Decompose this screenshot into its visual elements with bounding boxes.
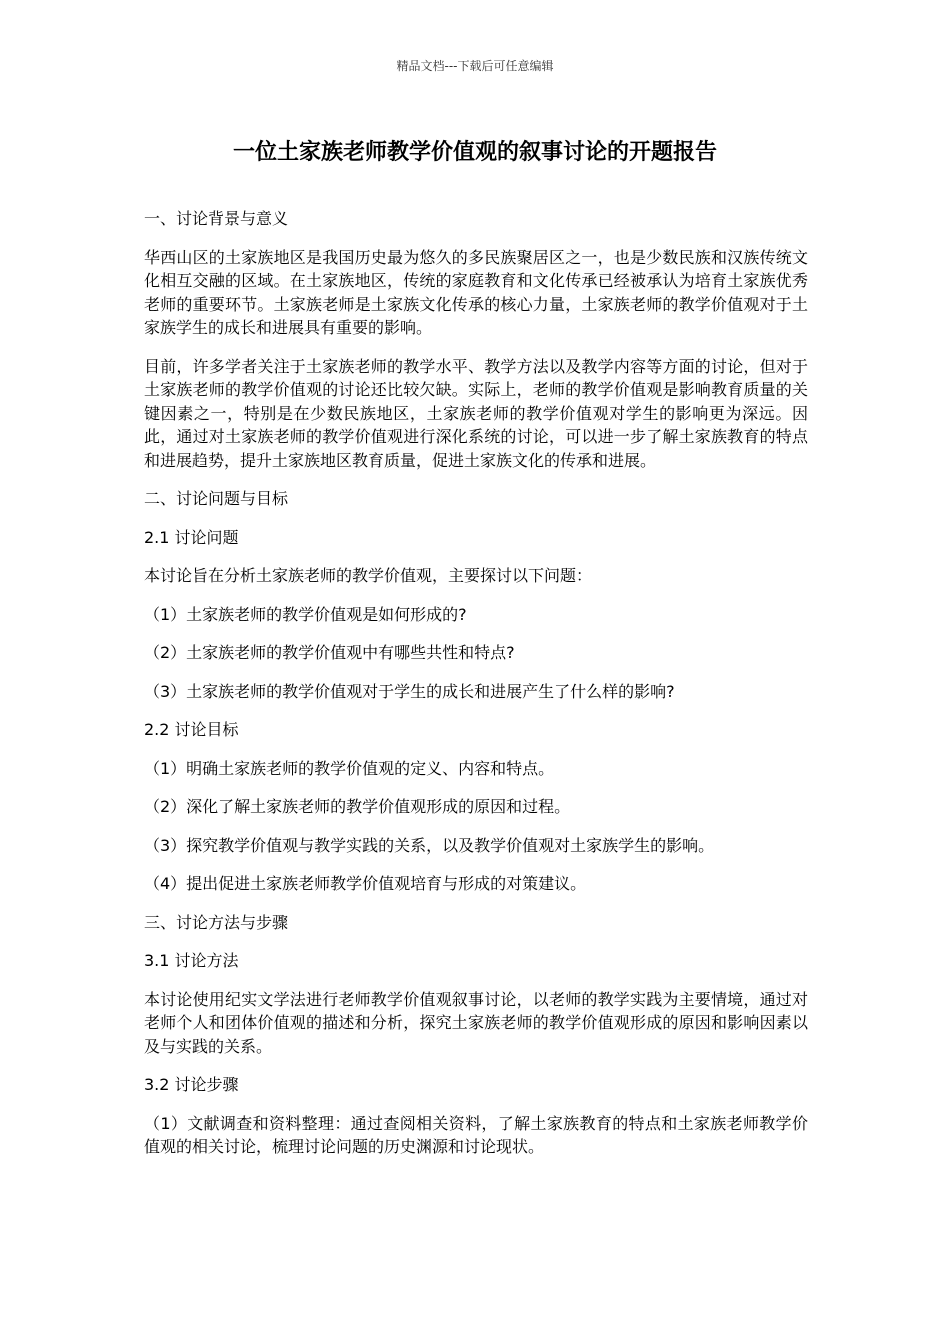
- list-item: （1）土家族老师的教学价值观是如何形成的?: [144, 604, 467, 624]
- subsection-heading: 2.1 讨论问题: [144, 527, 239, 547]
- list-item: （2）深化了解土家族老师的教学价值观形成的原因和过程。: [144, 797, 571, 816]
- page-header: 精品文档---下载后可任意编辑: [396, 59, 554, 73]
- section-heading: 三、讨论方法与步骤: [144, 912, 289, 932]
- section-heading: 二、讨论问题与目标: [144, 489, 289, 508]
- list-item: （1）明确土家族老师的教学价值观的定义、内容和特点。: [144, 758, 555, 778]
- paragraph: 华西山区的土家族地区是我国历史最为悠久的多民族聚居区之一，也是少数民族和汉族传统文化相互交融的区域。在土家族地区，传统的家庭教育和文化传承已经被承认为培育土家族优秀老师的重要环节。土家族老师是土家族文化传承的核心力量，土家族老师的教学价值观对于土家族学生的成长和进展具有重要的影响。: [144, 247, 808, 337]
- section-heading: 一、讨论背景与意义: [144, 209, 289, 228]
- paragraph: 目前，许多学者关注于土家族老师的教学水平、教学方法以及教学内容等方面的讨论，但对于土家族老师的教学价值观的讨论还比较欠缺。实际上，老师的教学价值观是影响教育质量的关键因素之一，特别是在少数民族地区，土家族老师的教学价值观对学生的影响更为深远。因此，通过对土家族老师的教学价值观进行深化系统的讨论，可以进一步了解土家族教育的特点和进展趋势，提升土家族地区教育质量，促进土家族文化的传承和进展。: [144, 356, 808, 470]
- list-item: （3）探究教学价值观与教学实践的关系，以及教学价值观对土家族学生的影响。: [144, 835, 715, 855]
- list-item: （4）提出促进土家族老师教学价值观培育与形成的对策建议。: [144, 874, 587, 893]
- list-item: （3）土家族老师的教学价值观对于学生的成长和进展产生了什么样的影响?: [144, 681, 675, 701]
- document-title: 一位土家族老师教学价值观的叙事讨论的开题报告: [232, 140, 717, 165]
- list-item: （2）土家族老师的教学价值观中有哪些共性和特点?: [144, 643, 515, 662]
- document-body: [144, 207, 808, 1174]
- paragraph: 本讨论旨在分析土家族老师的教学价值观，主要探讨以下问题：: [144, 566, 593, 585]
- subsection-heading: 2.2 讨论目标: [144, 720, 239, 739]
- paragraph: 本讨论使用纪实文学法进行老师教学价值观叙事讨论，以老师的教学实践为主要情境，通过对老师个人和团体价值观的描述和分析，探究土家族老师的教学价值观形成的原因和影响因素以及与实践的关系。: [144, 989, 808, 1056]
- subsection-heading: 3.1 讨论方法: [144, 951, 239, 970]
- list-item: （1）文献调查和资料整理：通过查阅相关资料，了解土家族教育的特点和土家族老师教学价值观的相关讨论，梳理讨论问题的历史渊源和讨论现状。: [144, 1113, 808, 1156]
- subsection-heading: 3.2 讨论步骤: [144, 1075, 239, 1094]
